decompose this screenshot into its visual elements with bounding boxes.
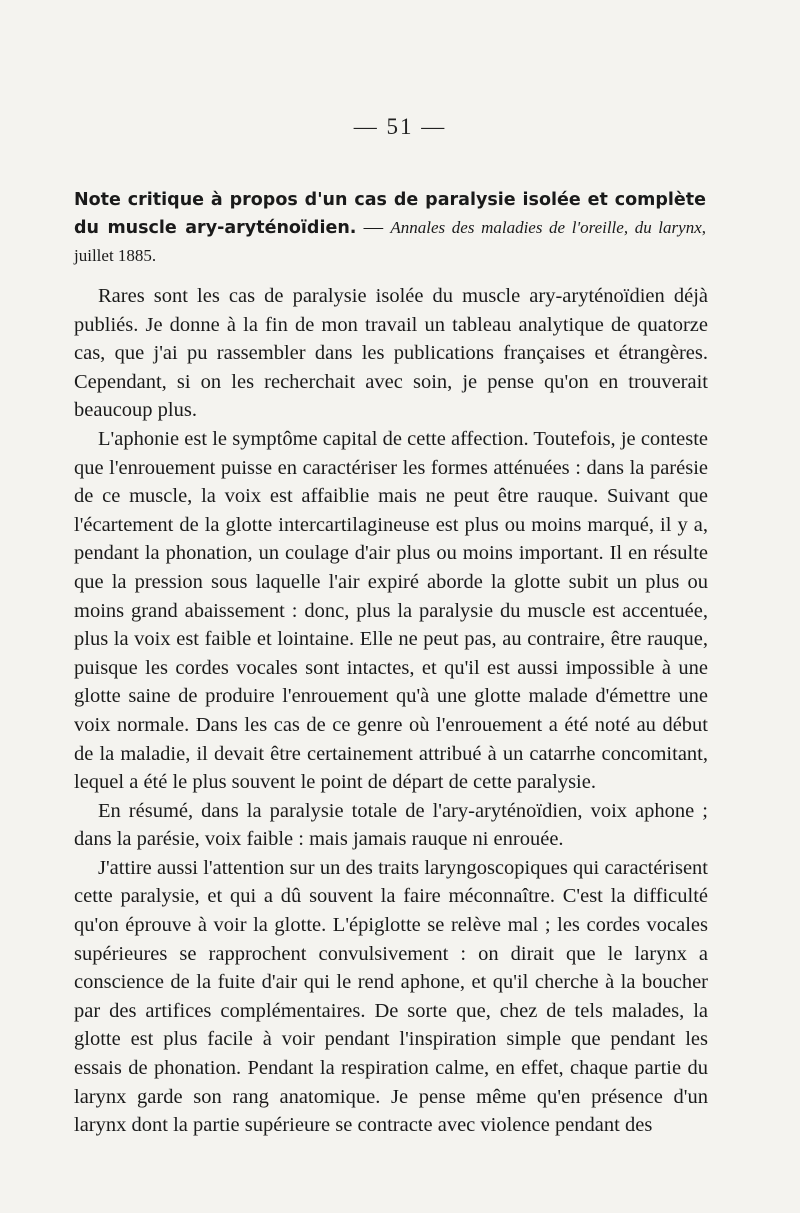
paragraph: L'aphonie est le symptôme capital de cette affection. Toutefois, je conteste que l'enrouement puisse en caractériser les formes atténuées : dans la parésie de ce muscle, la voix est affaiblie mais ne peut être rauque. Suivant que l'écartement de la glotte intercartilagineuse est plus ou moins marqué, il y a, pendant la phonation, un coulage d'air plus ou moins important. Il en résulte que la pression sous laquelle l'air expiré aborde la glotte subit un plus ou moins grand abaissement : donc, plus la paralysie du muscle est accentuée, plus la voix est faible et lointaine. Elle ne peut pas, au contraire, être rauque, puisque les cordes vocales sont intactes, et qu'il est aussi impossible à une glotte saine de produire l'enrouement qu'à une glotte malade d'émettre une voix normale. Dans les cas de ce genre où l'enrouement a été noté au début de la maladie, il devait être certainement attribué à un catarrhe concomitant, lequel a été le plus souvent le point de départ de cette paralysie. <box>74 427 708 794</box>
entry-source: Annales des maladies de l'oreille, du larynx <box>390 218 702 237</box>
entry-title: Note critique à propos d'un cas de paralysie isolée et complète du muscle ary-aryténoïdien. <box>74 190 706 238</box>
entry-date: , juillet 1885. <box>74 218 706 265</box>
entry-dash: — <box>356 217 391 238</box>
body-text <box>74 282 708 1140</box>
bibliographic-entry <box>74 186 706 269</box>
paragraph: J'attire aussi l'attention sur un des traits laryngoscopiques qui caractérisent cette paralysie, et qui a dû souvent la faire méconnaître. C'est la difficulté qu'on éprouve à voir la glotte. L'épiglotte se relève mal ; les cordes vocales supérieures se rapprochent convulsivement : on dirait que le larynx a conscience de la fuite d'air qui le rend aphone, et qu'il cherche à la boucher par des artifices complémentaires. De sorte que, chez de tels malades, la glotte est plus facile à voir pendant l'inspiration simple que pendant les essais de phonation. Pendant la respiration calme, en effet, chaque partie du larynx garde son rang anatomique. Je pense même qu'en présence d'un larynx dont la partie supérieure se contracte avec violence pendant des <box>74 856 708 1137</box>
paragraph: En résumé, dans la paralysie totale de l'ary-aryténoïdien, voix aphone ; dans la parésie, voix faible : mais jamais rauque ni enrouée. <box>74 799 708 851</box>
page-number: — 51 — <box>353 114 447 139</box>
paragraph: Rares sont les cas de paralysie isolée du muscle ary-aryténoïdien déjà publiés. Je donne à la fin de mon travail un tableau analytique de quatorze cas, que j'ai pu rassembler dans les publications françaises et étrangères. Cependant, si on les recherchait avec soin, je pense qu'on en trouverait beaucoup plus. <box>74 285 708 422</box>
